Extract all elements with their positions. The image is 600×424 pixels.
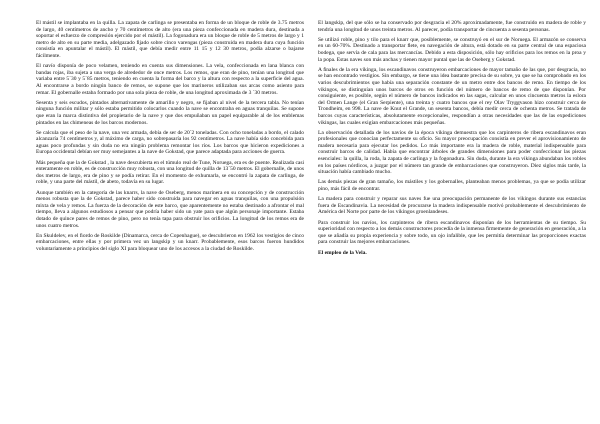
right-column	[318, 20, 586, 416]
paragraph: La observación detallada de los navíos de la época vikinga demuestra que los carpinteros de ribera escandinavos eran profesionales que conocían perfectamente su oﬁcio. Su mayor preocupación consistía en prever el aprovisionamiento de madera necesaria para ejecutar los pedidos. Lo más importante era la madera de roble, material indispensable para construir barcos de calidad. Había que encontrar árboles de grandes dimensiones para poder confeccionar las piezas esenciales: la quilla, la roda, la zapata de carlinga y la fogonadura. Sin duda, durante la era vikinga abundaban los robles en los países nórdicos, a juzgar por el número tan grande de embarcaciones que construyeron. Diez siglos más tarde, la situación había cambiado mucho.	[318, 129, 586, 176]
paragraph: El mástil se implantaba en la quilla. La zapata de carlinga se presentaba en forma de un bloque de roble de 3.75 metros de largo, 40 centímetros de ancho y 70 centímetros de alto (era una pieza confeccionada en madera dura, destinada a soportar el esfuerzo de compresión ejercido por el mástil). La fogonadura era un bloque de roble de 5 metros de largo y 1 metro de alto en su parte media, adelgazado ﬁjado sobre cinco varengas (pieza construida en madera dura cuya función consistía en apuntalar el mástil). El mástil, que debía medir entre 11 15 y 12 30 metros, podía alzarse o bajarse fácilmente.	[36, 20, 304, 59]
left-column	[36, 20, 304, 416]
paragraph: Para construir los navíos, los carpinteros de ribera escandinavos disponían de los herramientas de su tiempo. Su superioridad con respecto a los demás constructores procedía de la inmensa ﬁrmemente de generación en generación, a la que se añadía su propia experiencia y sobre todo, un ojo infalible, que les permitía determinar las proporciones exactas para construir las mejores embarcaciones.	[318, 219, 586, 246]
paragraph: El navío disponía de poco velamen, teniendo en cuenta sus dimensiones. La vela, confeccionada en lana blanca con bandas rojas, iba sujeta a una verga de alrededor de once metros. Los remos, que eran de pino, tenían una longitud que variaba entre 5´30 y 5´85 metros, teniendo en cuenta la forma del barco y la altura con respecto a la superﬁcie del agua. Al encontrarse a bordo ningún banco de remos, se supone que los marineros utilizaban sus arcas como asiento para remar. El gobernalle estaba formado por una sola pieza de roble, de una longitud aproximada de 3 ´30 metros.	[36, 63, 304, 96]
paragraph: Se utilizó roble, pino y tilo para el knarr que, posiblemente, se construyó en el sur de Noruega. El armazón se conserva en un 60-70%. Destinado a transportar ﬂete, en navegación de altura, está dotado en su parte central de una espaciosa bodega, que servía de cala para las mercancías. Debido a esta disposición, sólo hay oriﬁcios para los remos en la proa y la popa. Estas naves son más anchas y tienen mayor puntal que las de Oseberg y Gokstad.	[318, 36, 586, 63]
paragraph: Aunque también en la categoría de las knarrs, la nave de Oseberg, menos marinera en su concepción y de construcción menos robusta que la de Gokstad, parece haber sido construida para navegar en aguas tranquilas, con una propulsión mixta de vela y remos. La fuerza de la decoración de este barco, que aparentemente no estaba destinado a afrontar el mal tiempo, lleva a algunos estudiosos a pensar que podría haber sido un yate para que algún personaje importante. Estaba dotado de quince pares de remos de pino, pero no tenía tapa para obstruir los oriﬁcios. La longitud de los remos era de unos cuatro metros.	[36, 189, 304, 229]
paragraph: La madera para construir y reparar sus naves fue una preocupación permanente de los vikingos durante sus estancias fuera de Escandinavia. La necesidad de procurarse la madera indispensable motivó probablemente el descubrimiento de América del Norte por parte de los vikingos groenlandeses.	[318, 196, 586, 216]
paragraph: Sesenta y seis escudos, pintados alternativamente de amarillo y negro, se ﬁjaban al nivel de la tercera tabla. No tenían ninguna función militar y sólo estaba permitido colocarlos cuando la nave se encontraba en aguas tranquilas. Se supone que eran la marca distintiva del propietario de la nave y que dos empuñaban un papel equiparable al de los emblemas pintados en las chimeneas de los barcos modernos.	[36, 99, 304, 126]
paragraph: El langskip, del que sólo se ha conservado por desgracia el 20% aproximadamente, fue construido en madera de roble y tendría una longitud de unos treinta metros. Al parecer, podía transportar de cincuenta a sesenta personas.	[318, 20, 586, 33]
paragraph: Las demás piezas de gran tamaño, los mástiles y los gobernalles, planteaban menos problemas, ya que se podía utilizar pino, más fácil de encontrar.	[318, 179, 586, 193]
paragraph: En Skuldelev, en el ﬁordo de Roskilde (Dinamarca, cerca de Copenhague), se descubrieron en 1962 los vestigios de cinco embarcaciones, entre ellas y por primera vez un langskip y un knarr. Probablemente, esos barcos fueron hundidos voluntariamente a principios del siglo XI para bloquear uno de los accesos a la ciudad de Roskilde.	[36, 232, 304, 252]
paragraph: Más pequeña que la de Gokstad , la nave descubierta en el túmulo real de Tune, Noruega, era es de puente. Realizada casi enteramente en roble, es de construcción muy robusta, con una longitud de quilla de 13´50 metros. El gobernalle, de unos dos metros de largo, era de pino y se podía retirar. En el momento de exhumarla, se encontró la zapata de carlinga, de roble, y una parte del mástil, de abeto, todavía en su lugar.	[36, 159, 304, 186]
paragraph: A ﬁnales de la era vikinga, los escandinavos construyeron embarcaciones de mayor tamaño de las que, por desgracia, no se han encontrado vestigios. Sin embargo, se tiene una idea bastante precisa de su sobre, ya que se ha comprobado en los varios descubrimientos que había una separación constante de un metro entre dos bancos de remo. En tiempo de los vikingos, se distinguían unos barcos de otros en función del número de bancos de remo de que disponían. Por consiguiente, es posible, según el número de bancos indicados en las sagas, calcular en unos cincuenta metros la eslora del Ormen Lange (el Gran Serpiente), una treinta y cuatro bancos que el rey Olav Tryggvason hizo construir cerca de Trondheim, en 998. La nave de Knut el Grande, un sesenta bancos, debía medir cerca de ochenta metros. Se tratada de barcos cuyas características, absolutamente excepcionales, respondían a otras necesidades que las de las expediciones vikingas, las cuales exigían embarcaciones más pequeñas.	[318, 66, 586, 126]
paragraph: Se calcula que el peso de la nave, una vez armada, debía de ser de 20´2 toneladas. Con ocho toneladas a bordo, el calado alcanzaría 74 centímetros y, al máximo de carga, no sobrepasaría los 92 centímetros. La nave había sido concebida para aguas poco profundas y sin duda no era ningún problema remontar los ríos. Los barcos que hicieron expediciones a Europa occidental debían ser muy semejantes a la nave de Gokstad, que parece adaptada para acciones de guerra.	[36, 129, 304, 156]
section-heading: El empleo de la Vela.	[318, 249, 367, 256]
